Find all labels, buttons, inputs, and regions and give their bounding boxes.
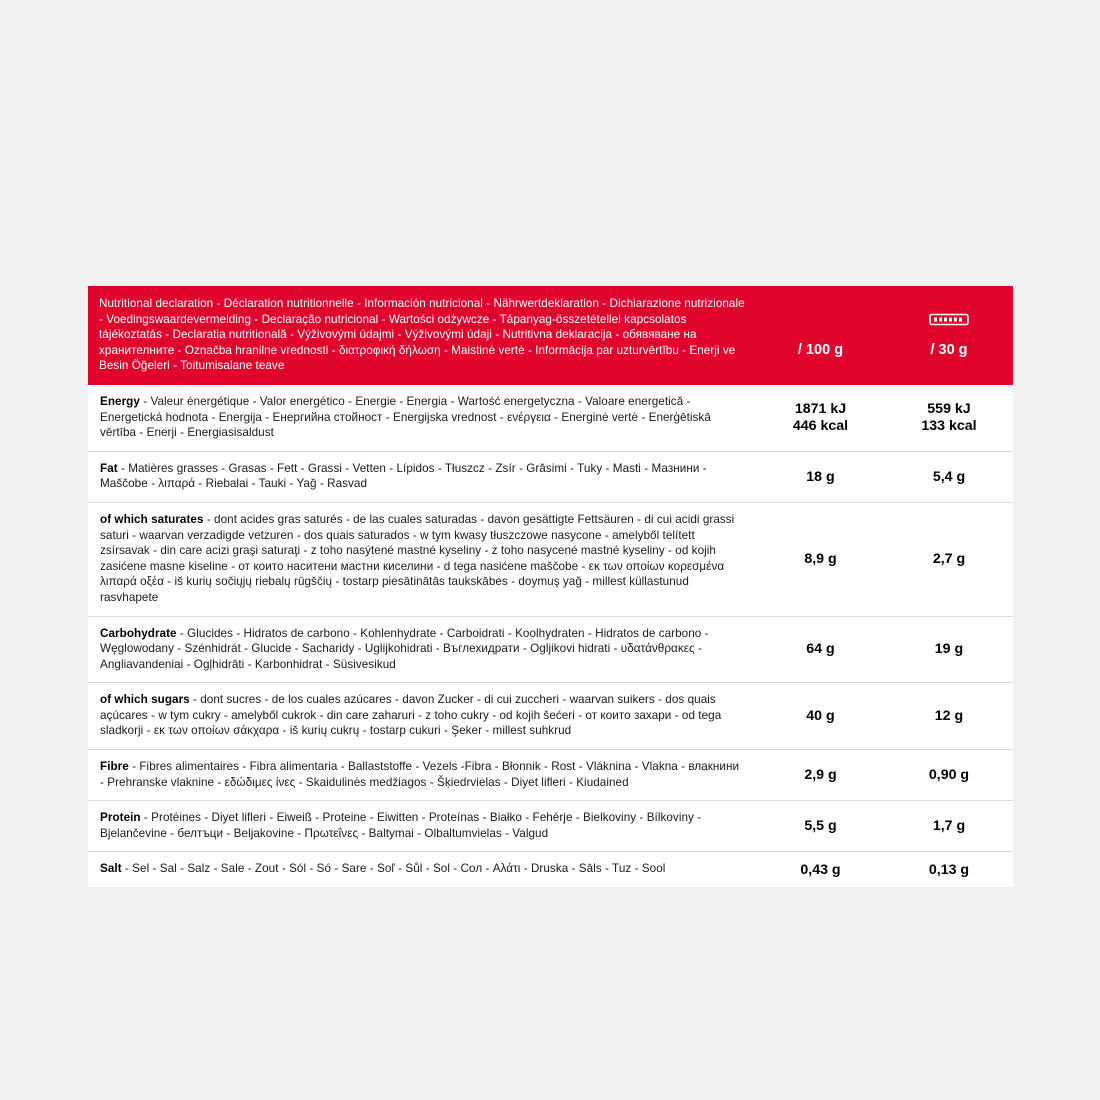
- nutrient-name-bold: of which sugars: [100, 693, 190, 707]
- nutrient-name-translations: - Sel - Sal - Salz - Sale - Zout - Sól - Só - Sare - Soľ - Sůl - Sol - Сол - Αλάτι - Druska - Sāls - Tuz - Sool: [121, 862, 666, 876]
- value-per-30g: [885, 801, 1013, 852]
- header-per-100g-label: / 100 g: [797, 342, 844, 359]
- nutrient-name-translations: - Fibres alimentaires - Fibra alimentaria - Ballaststoffe - Vezels -Fibra - Błonnik - Rost - Vláknina - Vlakna - влакнини - Prehranske vlaknine - εδώδιμες ίνες - Skaidulinės medžiagos - Šķiedrvielas - Diyet lifleri - Kiudained: [100, 760, 740, 789]
- value-per-100g: [756, 852, 885, 887]
- nutrition-declaration-table: [88, 286, 1013, 887]
- table-row: [88, 801, 1013, 852]
- nutrient-name-translations: - dont acides gras saturés - de las cuales saturadas - davon gesättigte Fettsäuren - di cui acidi grassi saturi - waarvan verzadigde vetzuren - dos quais saturados - w tym kwasy tłuszczowe nasycone - amelyből telített zsírsavak - din care acizi graşi saturaţi - z toho nasýtené mastné kyseliny - z toho nasycené mastné kyseliny - od kojih zasićene masne kiseline - от които наситени мастни киселини - d tega nasićene maščobe - εκ των οποίων κορεσμένα λιπαρά οξέα - iš kurių sočiųjų riebalų rūgščių - tostarp piesātinātās taukskābes - doymuş yağ - millest küllastunud rasvhapete: [100, 512, 735, 604]
- table-row: [88, 616, 1013, 683]
- value-per-100g: [756, 801, 885, 852]
- header-spacer: [760, 312, 881, 340]
- value-per-100g: [756, 502, 885, 616]
- value-per-100g-line1: 8,9 g: [804, 551, 837, 568]
- nutrient-name-cell: [88, 750, 756, 801]
- value-per-30g-line1: 19 g: [934, 641, 964, 658]
- table-header-row: [88, 286, 1013, 385]
- value-per-30g: [885, 852, 1013, 887]
- value-per-100g-line1: 1871 kJ: [794, 400, 847, 417]
- header-languages-text: Nutritional declaration - Déclaration nutritionnelle - Información nutricional - Nährwertdeklaration - Dichiarazione nutrizionale - Voedingswaardevermelding - Declaração nutricional - Wartości odżywcze - Tápanyag-összetétellel kapcsolatos tájékoztatás - Declaratia nutritională - Výživovými údajmi - Výživovými údaji - Nutritivna deklaracija - обявяване на хранителните - Označba hranilne vrednosti - διατροφική δήλωση - Maistinė vertė - Informācija par uzturvērtību - Enerji ve Besin Öğeleri - Toitumisalane teave: [99, 297, 745, 373]
- value-per-30g: [885, 683, 1013, 750]
- value-per-30g-line1: 559 kJ: [927, 400, 971, 417]
- nutrient-name-bold: Fat: [100, 461, 118, 475]
- table-row: [88, 683, 1013, 750]
- table-row: [88, 750, 1013, 801]
- value-per-30g: [885, 616, 1013, 683]
- value-per-100g-line1: 2,9 g: [804, 767, 837, 784]
- table-row: [88, 385, 1013, 451]
- value-per-100g-line1: 0,43 g: [800, 861, 841, 878]
- nutrient-name-translations: - dont sucres - de los cuales azúcares - davon Zucker - di cui zuccheri - waarvan suikers - dos quais açúcares - w tym cukry - amelyből cukrok - din care zaharuri - z toho cukry - od kojih šećeri - от които захари - od tega sladkorji - εκ των οποίων σάκχαρα - iš kurių cukrų - tostarp cukuri - Şeker - millest suhkrud: [100, 693, 722, 738]
- nutrient-name-bold: Salt: [100, 862, 122, 876]
- value-per-100g-line1: 40 g: [806, 708, 835, 725]
- value-per-100g: [756, 451, 885, 502]
- value-per-30g: [885, 451, 1013, 502]
- value-per-30g-line1: 2,7 g: [932, 551, 966, 568]
- nutrient-name-bold: Fibre: [100, 760, 129, 774]
- nutrition-rows: [88, 385, 1013, 887]
- value-per-100g-line2: 446 kcal: [792, 417, 849, 434]
- header-per-30g-cell: [885, 286, 1013, 385]
- nutrient-name-bold: Carbohydrate: [100, 626, 177, 640]
- value-per-100g-line1: 5,5 g: [804, 818, 837, 835]
- nutrient-name-cell: [88, 683, 756, 750]
- nutrient-name-bold: Protein: [100, 811, 141, 825]
- nutrient-name-translations: - Matières grasses - Grasas - Fett - Grassi - Vetten - Lípidos - Tłuszcz - Zsír - Grăsimi - Tuky - Masti - Мазнини - Maščobe - λιπαρά - Riebalai - Tauki - Yağ - Rasvad: [100, 461, 707, 491]
- energy-bar-icon: [929, 313, 969, 326]
- nutrient-name-cell: [88, 616, 756, 683]
- value-per-100g: [756, 385, 885, 451]
- table-row: [88, 502, 1013, 616]
- nutrient-name-cell: [88, 801, 756, 852]
- nutrient-name-cell: [88, 451, 756, 502]
- value-per-100g-line1: 18 g: [806, 468, 835, 485]
- nutrient-name-cell: [88, 852, 756, 887]
- header-languages-cell: [88, 286, 756, 385]
- value-per-30g: [885, 502, 1013, 616]
- value-per-100g-line1: 64 g: [806, 641, 835, 658]
- value-per-30g-line2: 133 kcal: [921, 417, 977, 434]
- value-per-30g: [885, 385, 1013, 451]
- table-row: [88, 852, 1013, 887]
- table-row: [88, 451, 1013, 502]
- header-per-100g-cell: [756, 286, 885, 385]
- nutrient-name-translations: - Valeur énergétique - Valor energético - Energie - Energia - Wartość energetyczna - Valoare energetică - Energetická hodnota - Energija - Енергийна стойност - Energijska vrednost - ενέργεια - Energinė vertė - Enerģētiskā vērtība - Enerji - Energiasisaldust: [100, 394, 711, 440]
- nutrient-name-cell: [88, 385, 756, 451]
- value-per-30g-line1: 5,4 g: [932, 468, 966, 485]
- nutrient-name-cell: [88, 502, 756, 616]
- value-per-30g: [885, 750, 1013, 801]
- value-per-100g: [756, 683, 885, 750]
- nutrient-name-translations: - Protéines - Diyet lifleri - Eiweiß - Proteine - Eiwitten - Proteínas - Białko - Fehérje - Bielkoviny - Bílkoviny - Bjelančevine - белтъци - Beljakovine - Πρωτεΐνες - Baltymai - Olbaltumvielas - Valgud: [100, 811, 702, 840]
- value-per-30g-line1: 1,7 g: [932, 818, 966, 835]
- value-per-30g-line1: 0,90 g: [928, 767, 970, 784]
- nutrient-name-bold: Energy: [100, 394, 140, 408]
- value-per-100g: [756, 616, 885, 683]
- value-per-30g-line1: 0,13 g: [928, 861, 970, 878]
- nutrient-name-translations: - Glucides - Hidratos de carbono - Kohlenhydrate - Carboidrati - Koolhydraten - Hidratos de carbono - Węglowodany - Szénhidrát - Glucide - Sacharidy - Uglijkohidrati - Въглехидрати - Ogljikovi hidrati - υδατάνθρακες - Angliavandeniai - Ogļhidrāti - Karbonhidrat - Süsivesikud: [100, 626, 709, 671]
- value-per-100g: [756, 750, 885, 801]
- header-per-30g-label: / 30 g: [930, 341, 968, 358]
- value-per-30g-line1: 12 g: [934, 708, 964, 725]
- nutrient-name-bold: of which saturates: [100, 512, 204, 526]
